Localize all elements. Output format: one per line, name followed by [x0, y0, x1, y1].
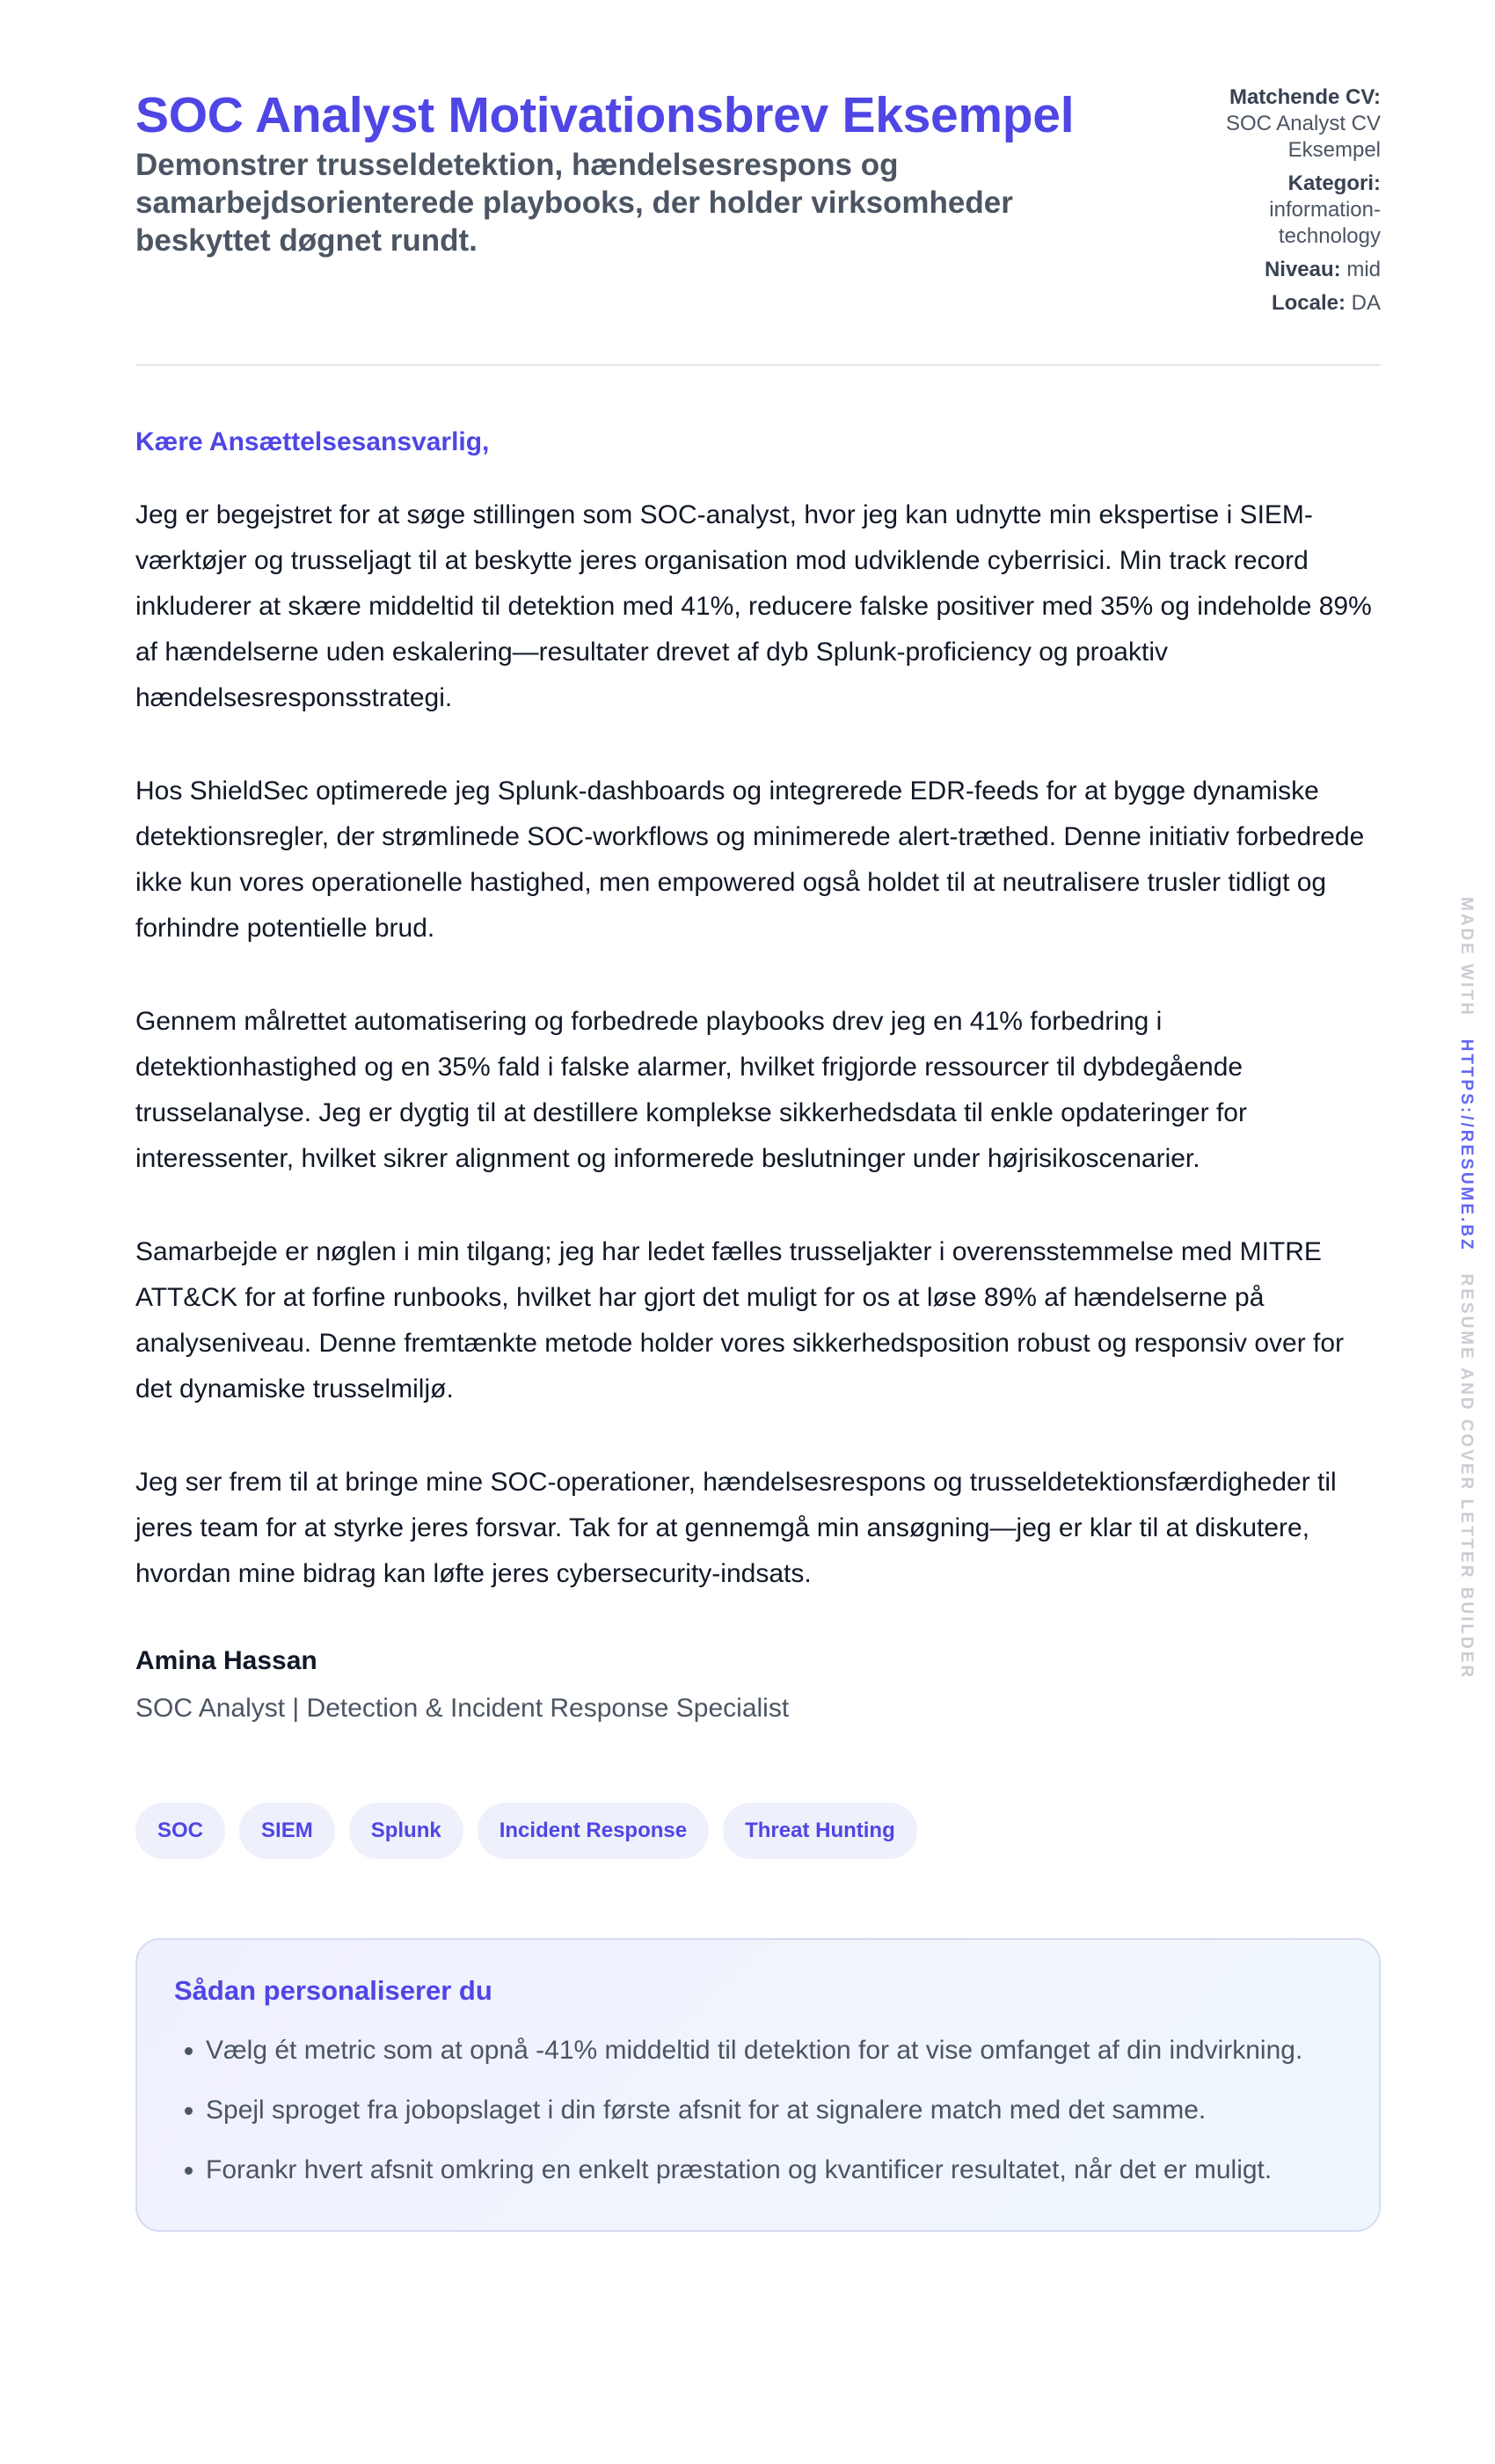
tip-item: • Vælg ét metric som at opnå -41% middeltid til detektion for at vise omfanget af din indvirkning. — [206, 2028, 1342, 2074]
signature-title: SOC Analyst | Detection & Incident Response Specialist — [135, 1694, 790, 1723]
meta-locale — [1170, 290, 1381, 317]
signature-name: Amina Hassan — [135, 1646, 317, 1675]
letter-body — [135, 492, 1381, 1597]
meta-category-value: information-technology — [1269, 198, 1381, 248]
cover-letter-page — [135, 84, 1381, 2232]
letter-paragraph: Samarbejde er nøglen i min tilgang; jeg har ledet fælles trusseljakter i overensstemmelse med MITRE ATT&CK for at forfine runbooks, hvilket har gjort det muligt for os at løse 89% af hændelserne på analyseniveau. Denne fremtænkte metode holder vores sikkerhedsposition robust og responsiv over for det dynamiske trusselmiljø. — [135, 1237, 1345, 1403]
credit-suffix: RESUME AND COVER LETTER BUILDER — [1457, 1273, 1476, 1680]
meta-category-label: Kategori: — [1287, 171, 1381, 195]
meta-matching-cv — [1170, 84, 1381, 164]
meta-level-label: Niveau: — [1264, 258, 1341, 281]
personalize-tips-box — [135, 1938, 1381, 2232]
page-header — [135, 84, 1381, 366]
meta-cv-label: Matchende CV: — [1229, 85, 1381, 109]
meta-panel — [1170, 84, 1381, 324]
side-credit — [1454, 897, 1478, 1680]
page-title: SOC Analyst Motivationsbrev Eksempel — [135, 87, 1075, 143]
salutation: Kære Ansættelsesansvarlig, — [135, 427, 490, 456]
skill-tag: Threat Hunting — [723, 1803, 917, 1859]
letter-paragraph: Jeg ser frem til at bringe mine SOC-operationer, hændelsesrespons og trusseldetektionsfærdigheder til jeres team for at styrke jeres forsvar. Tak for at gennemgå min ansøgning—jeg er klar til at diskutere, hvordan mine bidrag kan løfte jeres cybersecurity-indsats. — [135, 1468, 1337, 1588]
skill-tags — [135, 1803, 1381, 1859]
meta-cv-value: SOC Analyst CV Eksempel — [1225, 112, 1381, 162]
skill-tag: SOC — [135, 1803, 225, 1859]
meta-locale-value: DA — [1351, 291, 1381, 315]
skill-tag: Incident Response — [478, 1803, 709, 1859]
skill-tag: Splunk — [349, 1803, 463, 1859]
meta-locale-label: Locale: — [1271, 291, 1346, 315]
credit-text — [1454, 897, 1478, 1680]
tip-item: • Forankr hvert afsnit omkring en enkelt præstation og kvantificer resultatet, når det er muligt. — [206, 2147, 1342, 2193]
letter-paragraph: Gennem målrettet automatisering og forbedrede playbooks drev jeg en 41% forbedring i detektionhastighed og en 35% fald i falske alarmer, hvilket frigjorde ressourcer til dybdegående trusselanalyse. Jeg er dygtig til at destillere komplekse sikkerhedsdata til enkle opdateringer for interessenter, hvilket sikrer alignment og informerede beslutninger under højrisikoscenarier. — [135, 1007, 1247, 1173]
skill-tag: SIEM — [239, 1803, 335, 1859]
signature-block — [135, 1646, 1381, 1724]
credit-prefix: MADE WITH — [1457, 897, 1476, 1017]
meta-level — [1170, 257, 1381, 283]
credit-link[interactable]: HTTPS://RESUME.BZ — [1457, 1039, 1476, 1252]
meta-level-value: mid — [1346, 258, 1381, 281]
letter-paragraph: Hos ShieldSec optimerede jeg Splunk-dashboards og integrerede EDR-feeds for at bygge dynamiske detektionsregler, der strømlinede SOC-workflows og minimerede alert-træthed. Denne initiativ forbedrede ikke kun vores operationelle hastighed, men empowered også holdet til at neutralisere trusler tidligt og forhindre potentielle brud. — [135, 776, 1365, 943]
title-block — [135, 84, 1138, 259]
meta-category — [1170, 171, 1381, 250]
letter-paragraph: Jeg er begejstret for at søge stillingen som SOC-analyst, hvor jeg kan udnytte min ekspertise i SIEM-værktøjer og trusseljagt til at beskytte jeres organisation mod udviklende cyberrisici. Min track record inkluderer at skære middeltid til detektion med 41%, reducere falske positiver med 35% og indeholde 89% af hændelserne uden eskalering—resultater drevet af dyb Splunk-proficiency og proaktiv hændelsesresponsstrategi. — [135, 500, 1372, 712]
page-subtitle: Demonstrer trusseldetektion, hændelsesrespons og samarbejdsorienterede playbooks, der holder virksomheder beskyttet døgnet rundt. — [135, 148, 1013, 258]
tip-item: • Spejl sproget fra jobopslaget i din første afsnit for at signalere match med det samme. — [206, 2088, 1342, 2133]
tips-list — [174, 2028, 1342, 2193]
tips-heading: Sådan personaliserer du — [174, 1975, 492, 2006]
